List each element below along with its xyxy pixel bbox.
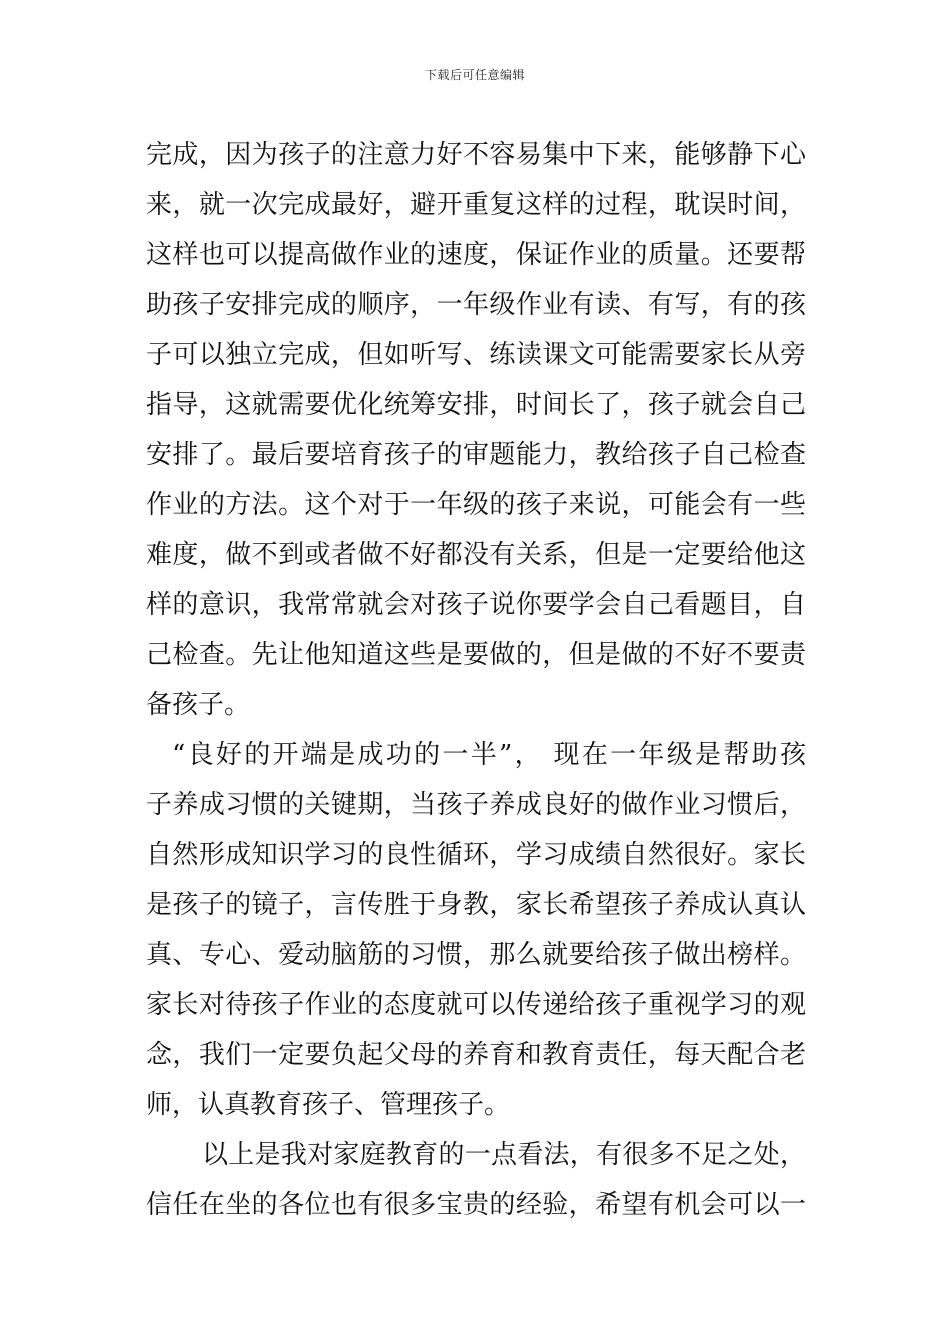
text-line: 备孩子。 xyxy=(146,690,251,720)
text-line: 师，认真教育孩子、管理孩子。 xyxy=(146,1090,511,1120)
text-line: 这样也可以提高做作业的速度，保证作业的质量。还要帮 xyxy=(146,240,806,270)
text-line: 是孩子的镜子，言传胜于身教，家长希望孩子养成认真认 xyxy=(146,890,806,920)
text-line: 助孩子安排完成的顺序，一年级作业有读、有写，有的孩 xyxy=(146,290,806,320)
text-line: 自然形成知识学习的良性循环，学习成绩自然很好。家长 xyxy=(146,840,806,870)
text-line: 念，我们一定要负起父母的养育和教育责任，每天配合老 xyxy=(146,1040,806,1070)
header-note: 下载后可任意编辑 xyxy=(424,68,525,82)
text-line: 来，就一次完成最好，避开重复这样的过程，耽误时间， xyxy=(146,190,806,220)
paragraph-2 xyxy=(146,730,806,1130)
paragraph-1 xyxy=(146,130,806,730)
body-text xyxy=(146,130,806,1230)
text-line: 子可以独立完成，但如听写、练读课文可能需要家长从旁 xyxy=(146,340,806,370)
text-line: 安排了。最后要培育孩子的审题能力，教给孩子自己检查 xyxy=(146,440,806,470)
text-line: 子养成习惯的关键期，当孩子养成良好的做作业习惯后， xyxy=(146,790,806,820)
text-line: 己检查。先让他知道这些是要做的，但是做的不好不要责 xyxy=(146,640,806,670)
text-line: 作业的方法。这个对于一年级的孩子来说，可能会有一些 xyxy=(146,490,806,520)
paragraph-3 xyxy=(146,1130,806,1230)
text-line: 完成，因为孩子的注意力好不容易集中下来，能够静下心 xyxy=(146,140,806,170)
text-line: 信任在坐的各位也有很多宝贵的经验，希望有机会可以一 xyxy=(146,1190,806,1220)
text-line: 难度，做不到或者做不好都没有关系，但是一定要给他这 xyxy=(146,540,806,570)
text-line: 真、专心、爱动脑筋的习惯，那么就要给孩子做出榜样。 xyxy=(146,940,806,970)
text-line: 家长对待孩子作业的态度就可以传递给孩子重视学习的观 xyxy=(146,990,806,1020)
text-line: 以上是我对家庭教育的一点看法，有很多不足之处， xyxy=(202,1140,806,1170)
text-line: “良好的开端是成功的一半”， 现在一年级是帮助孩 xyxy=(172,740,806,770)
text-line: 指导，这就需要优化统筹安排，时间长了，孩子就会自己 xyxy=(146,390,806,420)
text-line: 样的意识，我常常就会对孩子说你要学会自己看题目，自 xyxy=(146,590,806,620)
